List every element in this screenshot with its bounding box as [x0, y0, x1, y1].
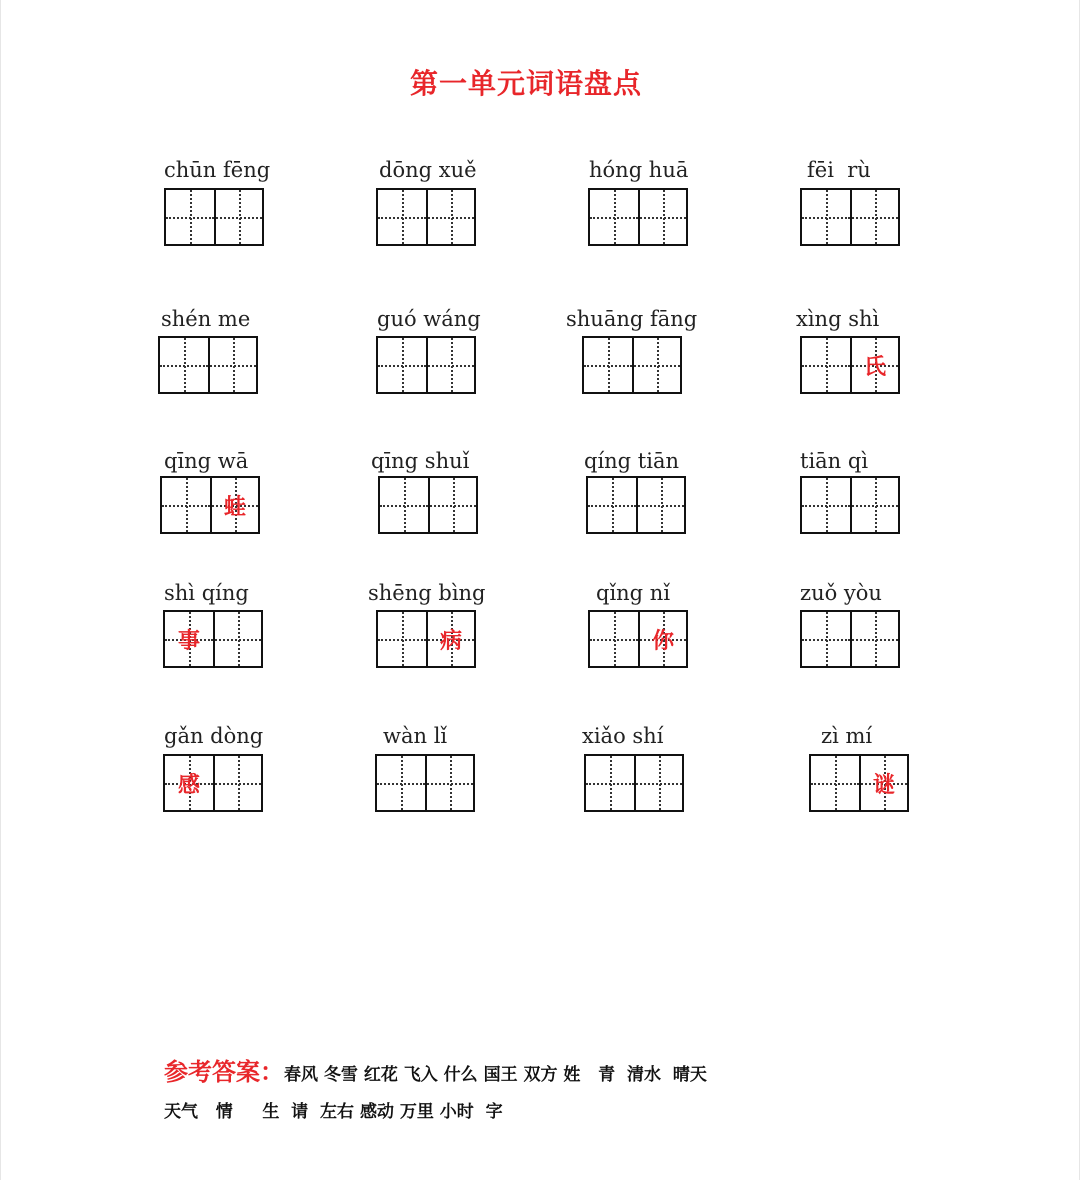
answer-text-1: 春风 冬雪 红花 飞入 什么 国王 双方 姓 青 清水 晴天 [284, 1065, 707, 1085]
given-character [428, 190, 474, 244]
tianzige-cell[interactable] [166, 190, 214, 244]
writing-box-pair[interactable] [376, 610, 476, 668]
tianzige-cell[interactable] [802, 338, 850, 392]
given-character [852, 190, 898, 244]
word-pinyin: guó wáng [377, 307, 481, 331]
tianzige-cell[interactable] [802, 478, 850, 532]
writing-box-pair[interactable] [378, 476, 478, 534]
given-character [636, 756, 682, 810]
given-character [377, 756, 425, 810]
word-pinyin: qǐng nǐ [596, 581, 671, 605]
tianzige-cell[interactable] [634, 756, 682, 810]
tianzige-cell[interactable] [802, 190, 850, 244]
given-character [378, 338, 426, 392]
word-pinyin: xìng shì [796, 307, 880, 331]
answer-label: 参考答案： [164, 1058, 284, 1086]
given-character: 蛙 [223, 494, 246, 520]
given-character [166, 190, 214, 244]
word-pinyin: shì qíng [164, 581, 249, 605]
tianzige-cell[interactable] [162, 478, 210, 532]
word-pinyin: zì mí [821, 724, 873, 748]
given-character [584, 338, 632, 392]
given-character [640, 190, 686, 244]
given-character [215, 612, 261, 666]
tianzige-cell[interactable] [586, 756, 634, 810]
given-character [802, 338, 850, 392]
tianzige-cell[interactable] [428, 478, 476, 532]
writing-box-pair[interactable] [800, 336, 900, 394]
given-character [428, 338, 474, 392]
tianzige-cell[interactable] [638, 190, 686, 244]
given-character: 事 [177, 628, 200, 654]
word-pinyin: shén me [161, 307, 251, 331]
word-pinyin: xiǎo shí [582, 724, 664, 748]
tianzige-cell[interactable] [378, 338, 426, 392]
word-pinyin: dōng xuě [379, 158, 477, 182]
writing-box-pair[interactable] [588, 188, 688, 246]
given-character [210, 338, 256, 392]
tianzige-cell[interactable] [850, 478, 898, 532]
word-pinyin: shēng bìng [368, 581, 486, 605]
word-pinyin: shuāng fāng [566, 307, 698, 331]
writing-box-pair[interactable] [800, 610, 900, 668]
tianzige-cell[interactable] [636, 478, 684, 532]
tianzige-cell[interactable] [850, 190, 898, 244]
tianzige-cell[interactable] [208, 338, 256, 392]
writing-box-pair[interactable] [163, 610, 263, 668]
given-character [588, 478, 636, 532]
tianzige-cell[interactable] [378, 190, 426, 244]
given-character [811, 756, 859, 810]
tianzige-cell[interactable] [426, 612, 474, 666]
writing-box-pair[interactable] [800, 476, 900, 534]
given-character: 感 [177, 772, 200, 798]
writing-box-pair[interactable] [163, 754, 263, 812]
writing-box-pair[interactable] [160, 476, 260, 534]
word-pinyin: zuǒ yòu [800, 581, 882, 605]
given-character: 病 [439, 628, 462, 654]
tianzige-cell[interactable] [850, 338, 898, 392]
tianzige-cell[interactable] [378, 612, 426, 666]
given-character [378, 190, 426, 244]
writing-box-pair[interactable] [584, 754, 684, 812]
given-character [638, 478, 684, 532]
given-character: 你 [651, 628, 674, 654]
given-character [802, 190, 850, 244]
tianzige-cell[interactable] [165, 612, 213, 666]
tianzige-cell[interactable] [213, 612, 261, 666]
tianzige-cell[interactable] [426, 190, 474, 244]
answer-key [164, 1052, 1044, 1132]
given-character [634, 338, 680, 392]
given-character: 氏 [863, 354, 886, 380]
tianzige-cell[interactable] [425, 756, 473, 810]
writing-box-pair[interactable] [164, 188, 264, 246]
tianzige-cell[interactable] [213, 756, 261, 810]
writing-box-pair[interactable] [586, 476, 686, 534]
word-pinyin: qīng shuǐ [371, 449, 470, 473]
tianzige-cell[interactable] [859, 756, 907, 810]
tianzige-cell[interactable] [588, 478, 636, 532]
writing-box-pair[interactable] [588, 610, 688, 668]
tianzige-cell[interactable] [584, 338, 632, 392]
tianzige-cell[interactable] [811, 756, 859, 810]
tianzige-cell[interactable] [426, 338, 474, 392]
tianzige-cell[interactable] [850, 612, 898, 666]
word-pinyin: hóng huā [589, 158, 689, 182]
tianzige-cell[interactable] [590, 190, 638, 244]
writing-box-pair[interactable] [376, 336, 476, 394]
word-pinyin: qíng tiān [584, 449, 680, 473]
tianzige-cell[interactable] [377, 756, 425, 810]
writing-box-pair[interactable] [809, 754, 909, 812]
writing-box-pair[interactable] [582, 336, 682, 394]
given-character [160, 338, 208, 392]
page-title: 第一单元词语盘点 [409, 67, 642, 100]
given-character [586, 756, 634, 810]
tianzige-cell[interactable] [165, 756, 213, 810]
word-pinyin: chūn fēng [164, 158, 271, 182]
given-character [590, 612, 638, 666]
writing-box-pair[interactable] [376, 188, 476, 246]
given-character [378, 612, 426, 666]
tianzige-cell[interactable] [638, 612, 686, 666]
tianzige-cell[interactable] [214, 190, 262, 244]
writing-box-pair[interactable] [800, 188, 900, 246]
tianzige-cell[interactable] [210, 478, 258, 532]
word-pinyin: fēi rù [807, 158, 871, 182]
answer-line-2: 天气 情 生 请 左右 感动 万里 小时 字 [164, 1102, 503, 1122]
word-pinyin: qīng wā [164, 449, 249, 473]
given-character [802, 612, 850, 666]
given-character [802, 478, 850, 532]
given-character: 谜 [872, 772, 895, 798]
given-character [590, 190, 638, 244]
writing-box-pair[interactable] [375, 754, 475, 812]
given-character [162, 478, 210, 532]
given-character [216, 190, 262, 244]
writing-box-pair[interactable] [158, 336, 258, 394]
word-pinyin: wàn lǐ [383, 724, 448, 748]
tianzige-cell[interactable] [632, 338, 680, 392]
given-character [852, 612, 898, 666]
tianzige-cell[interactable] [380, 478, 428, 532]
tianzige-cell[interactable] [160, 338, 208, 392]
tianzige-cell[interactable] [590, 612, 638, 666]
given-character [215, 756, 261, 810]
given-character [427, 756, 473, 810]
given-character [852, 478, 898, 532]
given-character [430, 478, 476, 532]
word-pinyin: gǎn dòng [164, 724, 264, 748]
answer-line-1 [164, 1052, 1044, 1092]
word-pinyin: tiān qì [800, 449, 869, 473]
tianzige-cell[interactable] [802, 612, 850, 666]
given-character [380, 478, 428, 532]
